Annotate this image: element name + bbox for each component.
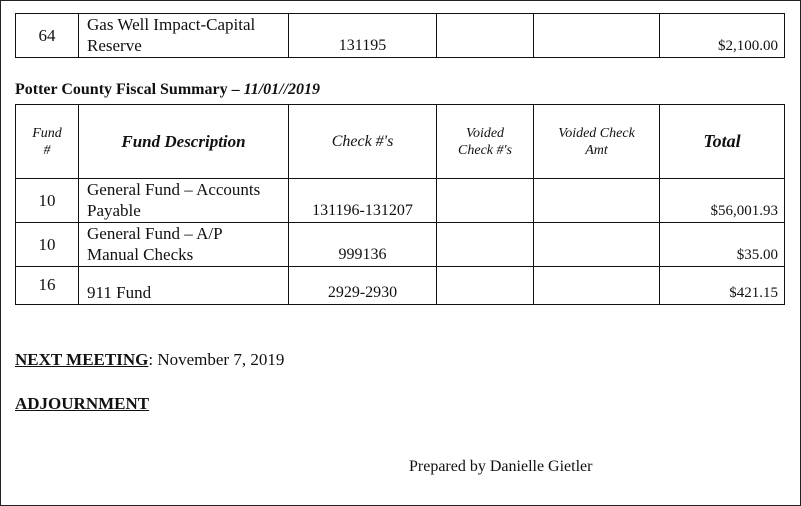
fund-description-line: General Fund – Accounts: [87, 180, 261, 199]
total-cell: $2,100.00: [660, 14, 785, 58]
fund-description-cell: [79, 267, 289, 305]
header-line: Fund: [32, 125, 62, 141]
voided-check-cell: [437, 14, 534, 58]
voided-amount-cell: [534, 223, 660, 267]
header-line: Check #'s: [458, 142, 512, 158]
fund-description-line: Reserve: [87, 36, 142, 55]
voided-check-cell: [437, 179, 534, 223]
header-line: Voided Check: [558, 125, 635, 141]
summary-title: [15, 81, 320, 99]
summary-title-date: 11/01//2019: [243, 81, 321, 98]
fund-description-line: General Fund – A/P: [87, 224, 223, 243]
voided-amount-cell: [534, 14, 660, 58]
header-line: Voided: [465, 125, 505, 141]
voided-check-cell: [437, 267, 534, 305]
fund-number-cell: 16: [16, 267, 79, 305]
header-fund-description: Fund Description: [79, 105, 289, 179]
table-row: [16, 223, 785, 267]
header-line: Amt: [585, 142, 608, 158]
next-meeting-label: NEXT MEETING: [15, 350, 149, 369]
next-meeting-date: : November 7, 2019: [148, 350, 285, 369]
fund-number-cell: 10: [16, 179, 79, 223]
fund-description-line: Manual Checks: [87, 245, 194, 264]
prepared-by: Prepared by Danielle Gietler: [409, 458, 593, 475]
header-voided-amount: [534, 105, 660, 179]
table-row: [16, 267, 785, 305]
total-cell: $56,001.93: [660, 179, 785, 223]
check-numbers-cell: 2929-2930: [289, 267, 437, 305]
total-cell: $35.00: [660, 223, 785, 267]
fund-description-cell: [79, 223, 289, 267]
header-check-numbers: Check #'s: [289, 105, 437, 179]
adjournment-heading: ADJOURNMENT: [15, 394, 150, 413]
total-cell: $421.15: [660, 267, 785, 305]
check-numbers-cell: 999136: [289, 223, 437, 267]
fund-number-cell: 64: [16, 14, 79, 58]
top-fund-table: [15, 13, 785, 58]
fund-description-line: Gas Well Impact-Capital: [87, 15, 256, 34]
fund-description-line: 911 Fund: [87, 283, 152, 302]
table-row: [16, 14, 785, 58]
header-voided-check: [437, 105, 534, 179]
voided-check-cell: [437, 223, 534, 267]
check-numbers-cell: 131196-131207: [289, 179, 437, 223]
voided-amount-cell: [534, 267, 660, 305]
summary-title-text: Potter County Fiscal Summary –: [15, 81, 244, 98]
table-row: [16, 179, 785, 223]
next-meeting: [15, 350, 284, 370]
header-fund-number: [16, 105, 79, 179]
fund-description-line: Payable: [87, 201, 141, 220]
fund-description-cell: [79, 14, 289, 58]
fund-description-cell: [79, 179, 289, 223]
fiscal-summary-table: [15, 104, 785, 305]
header-row: [16, 105, 785, 179]
voided-amount-cell: [534, 179, 660, 223]
header-total: Total: [660, 105, 785, 179]
header-line: #: [43, 142, 51, 158]
fund-number-cell: 10: [16, 223, 79, 267]
check-numbers-cell: 131195: [289, 14, 437, 58]
